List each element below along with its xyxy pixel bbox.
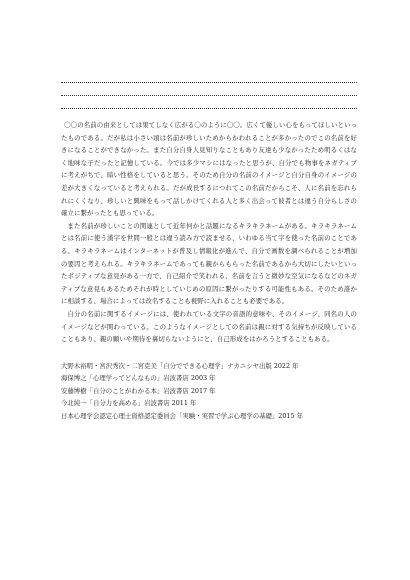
paragraph-1: 〇〇の名前の由来としては果てしなく広がる〇のように〇〇。広くて優しい心をもってほしいといったものである。だが私は小さい頃は名前が珍しいためからかわれることが多かったのでこの名前を好きになることができなかった。また自分自身人見知りなこともあり友達も少なかったため明るくはなく地味な子だったと記憶している。今では多少マシにはなったと思うが、自分でも物事をネガティブに考えがちで、暗い性格をしていると思う。そのため自分の名前のイメージと自分自身のイメージの差が大きくなっていると考えられる。だが成長するにつれてこの名前だからこそ、人に名前を忘れられにくくなり、珍しいと興味をもって話しかけてくれる人と多く出会って彼者とは違う自分らしさの確立に繋がったとも思っている。: [61, 121, 357, 218]
paragraph-2: また名前が珍しいことの関連として近年何かと話題になるキラキラネームがある。キラキラネームとは名前に使う漢字を世間一般とは違う読み方で読ませる、いわゆる当て字を使った名前のことである。キラキラネームはインターネットが普及し情報化が進んで、自分で画数を調べられることが増加の要因と考えられる。キラキラネームであっても親からもらった名前であるから大切にしたいといったポジティブな意見がある一方で、自己紹介で笑われる、名前を言うと微妙な空気になるなどのネガティブな意見もあるためそれが時としていじめの原因に繋がったりする可能性もある。そのため誰かに相談する、場合によっては改名することも視野に入れることも必要である。: [61, 221, 357, 306]
reference-item: 日本心理学会認定心理士資格認定委員会「実験・実習で学ぶ心理学の基礎」2015 年: [61, 412, 303, 421]
reference-item: 大野木裕明・宮沢秀次・二宮克美「自分でできる心理学」ナカニシヤ出版 2022 年: [61, 361, 299, 370]
body-text: [61, 119, 357, 346]
dotted-line: [61, 83, 357, 96]
document-page: [61, 70, 357, 423]
dotted-blank-lines: [61, 70, 357, 109]
reference-item: 安藤博樹「自分のことがわかる本」岩波書店 2017 年: [61, 386, 216, 395]
dotted-line: [61, 70, 357, 83]
dotted-line: [61, 96, 357, 109]
reference-item: 今北純一「自分力を高める」岩波書店 2011 年: [61, 399, 197, 408]
reference-item: 海保博之「心理学ってどんなもの」岩波書店 2003 年: [61, 374, 216, 383]
paragraph-3: 自分の名前に関するイメージには、使われている文字の音語的意味や、そのイメージ、同名の人のイメージなどが関わっている。このようなイメージとしての名前は親に対する気持ちが反映していることもあり、親の願いや期待を裏切らないようにと、自己形成をはかろうとすることもある。: [61, 309, 357, 344]
reference-list: [61, 360, 357, 423]
